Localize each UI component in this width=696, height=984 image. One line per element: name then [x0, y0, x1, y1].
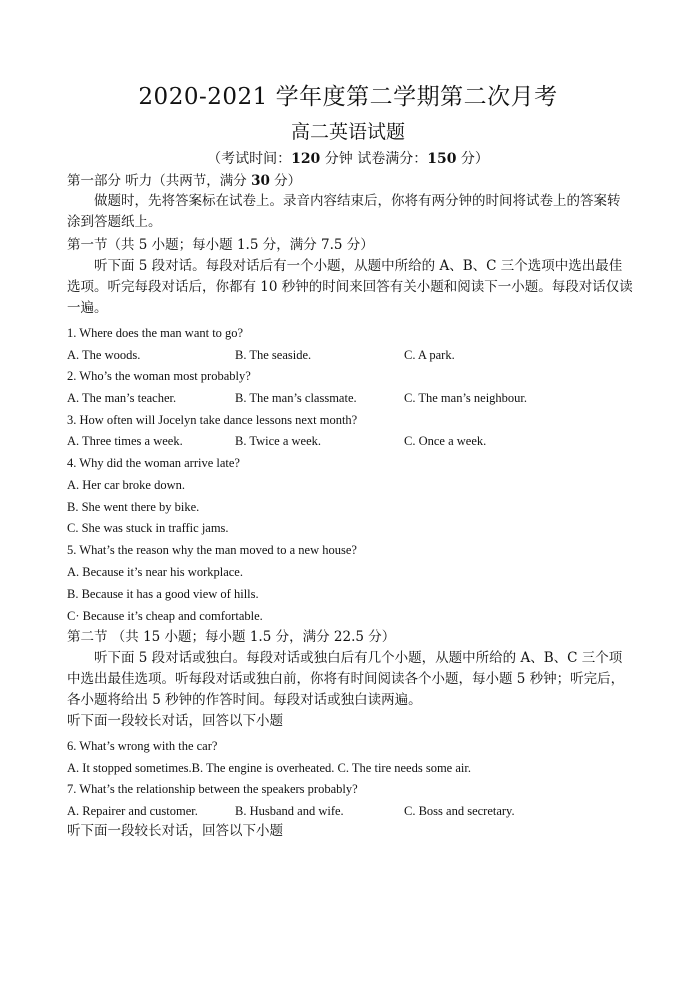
q1-option-c: C. A park.: [404, 348, 455, 362]
question-7: 7. What’s the relationship between the speakers probably?: [67, 782, 358, 796]
question-3: 3. How often will Jocelyn take dance lessons next month?: [67, 413, 358, 427]
exam-info-prefix: （考试时间：: [207, 151, 292, 167]
q4-option-b: B. She went there by bike.: [67, 500, 200, 514]
exam-info-mid: 分钟 试卷满分：: [320, 151, 428, 167]
exam-subject: 高二英语试题: [290, 121, 405, 143]
question-4: 4. Why did the woman arrive late?: [67, 456, 240, 470]
q7-option-a: A. Repairer and customer.: [67, 804, 198, 818]
q3-option-b: B. Twice a week.: [235, 434, 322, 448]
q5-option-b: B. Because it has a good view of hills.: [67, 587, 259, 601]
q4-option-a: A. Her car broke down.: [67, 478, 186, 492]
listen-long-dialogue-1: 听下面一段较长对话，回答以下小题: [67, 713, 283, 729]
q5-option-c: C· Because it’s cheap and comfortable.: [67, 609, 263, 623]
section1-instruction: 听下面 5 段对话。每段对话后有一个小题，从题中所给的 A、B、C 三个选项中选出最佳选项。听完每段对话后，你都有 10 秒钟的时间来回答有关小题和阅读下一小题。每段对话仅读一遍。: [67, 258, 633, 316]
exam-time: 120: [291, 151, 321, 167]
q7-option-b: B. Husband and wife.: [235, 804, 344, 818]
question-6: 6. What’s wrong with the car?: [67, 739, 218, 753]
exam-info: [0, 148, 696, 168]
exam-info-suffix: 分）: [456, 151, 489, 167]
part1-heading: 第一部分 听力（共两节，满分 30 分）: [67, 173, 302, 189]
q6-options: A. It stopped sometimes.B. The engine is overheated. C. The tire needs some air.: [67, 761, 471, 775]
q2-option-c: C. The man’s neighbour.: [404, 391, 528, 405]
part1-instruction: 做题时，先将答案标在试卷上。录音内容结束后，你将有两分钟的时间将试卷上的答案转涂到答题纸上。: [67, 193, 621, 230]
question-2: 2. Who’s the woman most probably?: [67, 369, 251, 383]
q3-option-c: C. Once a week.: [404, 434, 487, 448]
exam-title: 2020-2021 学年度第二学期第二次月考: [138, 84, 558, 110]
question-5: 5. What’s the reason why the man moved to a new house?: [67, 543, 357, 557]
q1-option-b: B. The seaside.: [235, 348, 312, 362]
section1-heading: 第一节（共 5 小题；每小题 1.5 分，满分 7.5 分）: [67, 237, 374, 253]
q7-option-c: C. Boss and secretary.: [404, 804, 515, 818]
question-1: 1. Where does the man want to go?: [67, 326, 244, 340]
listen-long-dialogue-2: 听下面一段较长对话，回答以下小题: [67, 823, 283, 839]
q1-option-a: A. The woods.: [67, 348, 141, 362]
q3-option-a: A. Three times a week.: [67, 434, 183, 448]
exam-score: 150: [427, 151, 457, 167]
q2-option-a: A. The man’s teacher.: [67, 391, 177, 405]
section2-instruction: 听下面 5 段对话或独白。每段对话或独白后有几个小题，从题中所给的 A、B、C 三个项中选出最佳选项。听每段对话或独白前，你将有时间阅读各个小题，每小题 5 秒钟；听完后，各小题将给出 5 秒钟的作答时间。每段对话或独白读两遍。: [67, 650, 625, 708]
q5-option-a: A. Because it’s near his workplace.: [67, 565, 243, 579]
q2-option-b: B. The man’s classmate.: [235, 391, 357, 405]
section2-heading: 第二节 （共 15 小题；每小题 1.5 分，满分 22.5 分）: [67, 629, 396, 645]
q4-option-c: C. She was stuck in traffic jams.: [67, 521, 229, 535]
